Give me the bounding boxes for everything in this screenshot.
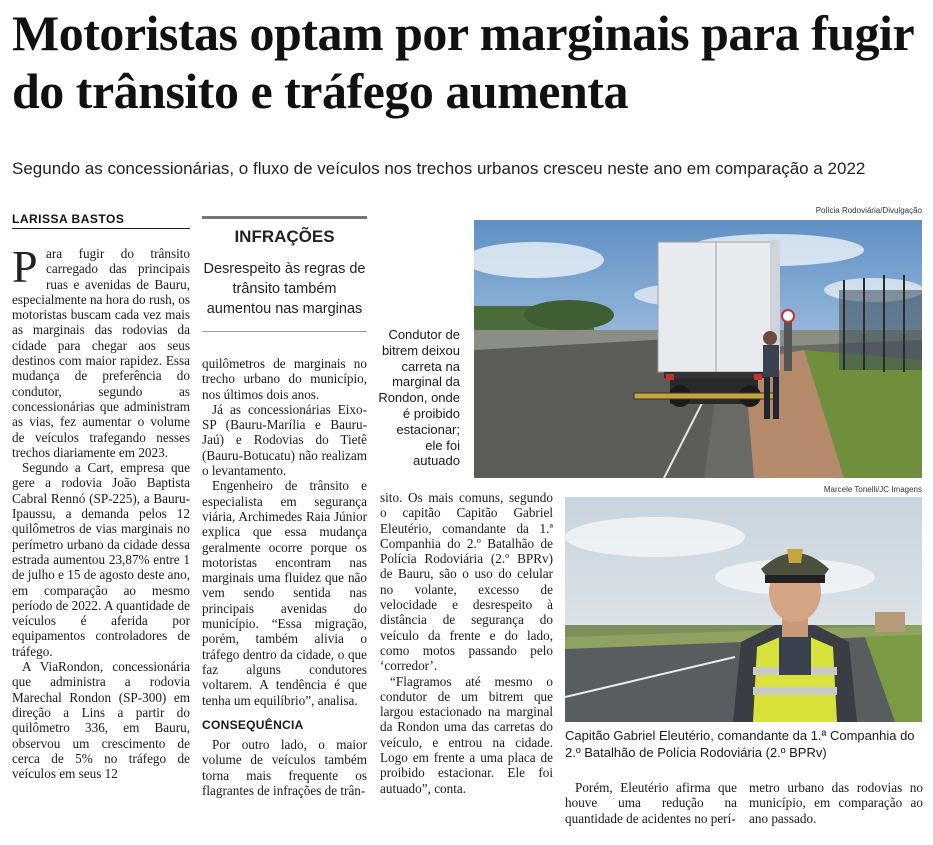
paragraph-8: sito. Os mais comuns, segundo o capitão Capitão Gabriel Eleutério, comandante da 1.ª Companhia do 2.º Batalhão de Polícia Rodoviária (2.º BPRv) de Bauru, são o uso do celular no volante, excesso de velocidade e desrespeito à distância de segurança do veículo da frente e do lado, como motos passando pelo ‘corredor’. <box>380 490 553 674</box>
article-column-3 <box>380 490 553 796</box>
truck-photo <box>474 220 922 478</box>
headline: Motoristas optam por marginais para fugir do trânsito e tráfego aumenta <box>12 5 914 119</box>
photo-2-credit: Marcele Tonelli/JC Imagens <box>823 485 922 494</box>
officer-photo-illustration <box>565 497 922 722</box>
paragraph-2: Segundo a Cart, empresa que gere a rodovia João Baptista Cabral Rennó (SP-225), a Bauru-Ipaussu, a demanda pelos 12 quilômetros de vias marginais no perímetro urbano da cidade dessa estrada aumentou 23,87% entre 1 de julho e 15 de agosto deste ano, em comparação ao mesmo período de 2022. A quantidade de veículos é aferida por equipamentos controladores de tráfego. <box>12 460 190 659</box>
photo-1-credit: Polícia Rodoviária/Divulgação <box>815 206 922 215</box>
truck-photo-illustration <box>474 220 922 478</box>
photo-1-caption: Condutor de bitrem deixou carreta na marginal da Rondon, onde é proibido estacionar; ele foi autuado <box>378 327 460 469</box>
paragraph-1-text: ara fugir do trânsito carregado das principais ruas e avenidas de Bauru, especialmente na hora do rush, os motoristas buscam cada vez mais as marginais das rodovias da cidade para chegar aos seus destinos com maior rapidez. Essa mudança de preferência do condutor, segundo as concessionárias que administram as vias, fez aumentar o volume de veículos trafegando nesses trechos diariamente em 2023. <box>12 246 190 460</box>
drop-cap: P <box>12 241 38 292</box>
paragraph-9: “Flagramos até mesmo o condutor de um bitrem que largou estacionado na marginal da Rondon uma das carretas do veículo, e entrou na cidade. Logo em frente a uma placa de proibido estacionar. Ele foi autuado”, conta. <box>380 673 553 796</box>
box-title: INFRAÇÕES <box>234 227 335 246</box>
paragraph-5: Já as concessionárias Eixo-SP (Bauru-Marília e Bauru-Jaú) e Rodovias do Tietê (Bauru-Botucatu) não realizam o levantamento. <box>202 401 367 479</box>
paragraph-4: quilômetros de marginais no trecho urbano do município, nos últimos dois anos. <box>202 356 367 402</box>
officer-photo <box>565 497 922 722</box>
paragraph-1 <box>12 241 190 460</box>
box-text: Desrespeito às regras de trânsito também aumentou nas marginas <box>203 261 366 317</box>
section-subtitle: CONSEQUÊNCIA <box>202 717 304 732</box>
photo-2-caption: Capitão Gabriel Eleutério, comandante da 1.ª Companhia do 2.º Batalhão de Polícia Rodoviária (2.º BPRv) <box>565 728 915 760</box>
article-column-2 <box>202 356 367 798</box>
byline-rule <box>12 228 190 229</box>
byline: LARISSA BASTOS <box>12 212 125 226</box>
paragraph-11: metro urbano das rodovias no município, em comparação ao ano passado. <box>749 780 923 826</box>
paragraph-6: Engenheiro de trânsito e especialista em segurança viária, Archimedes Raia Júnior explica que essa mudança geralmente ocorre porque os motoristas encontram nas marginais uma fluidez que não vem sendo sentida nas principais avenidas do município. “Essa migração, porém, também alivia o tráfego dentro da cidade, o que faz alguns condutores voltarem. A tendência é que tenha um equilíbrio”, analisa. <box>202 478 367 708</box>
article-column-1 <box>12 241 190 782</box>
paragraph-7: Por outro lado, o maior volume de veículos também torna mais frequente os flagrantes de infrações de trân- <box>202 737 367 799</box>
subheadline: Segundo as concessionárias, o fluxo de veículos nos trechos urbanos cresceu neste ano em comparação a 2022 <box>12 159 866 178</box>
article-column-4 <box>565 780 737 826</box>
paragraph-10: Porém, Eleutério afirma que houve uma redução na quantidade de acidentes no perí- <box>565 780 737 826</box>
paragraph-3: A ViaRondon, concessionária que administra a rodovia Marechal Rondon (SP-300) em direção a Lins a partir do quilômetro 336, em Bauru, observou um crescimento de cerca de 5% no tráfego de veículos em seus 12 <box>12 659 190 782</box>
infracoes-box <box>202 216 367 332</box>
article-column-5 <box>749 780 923 826</box>
